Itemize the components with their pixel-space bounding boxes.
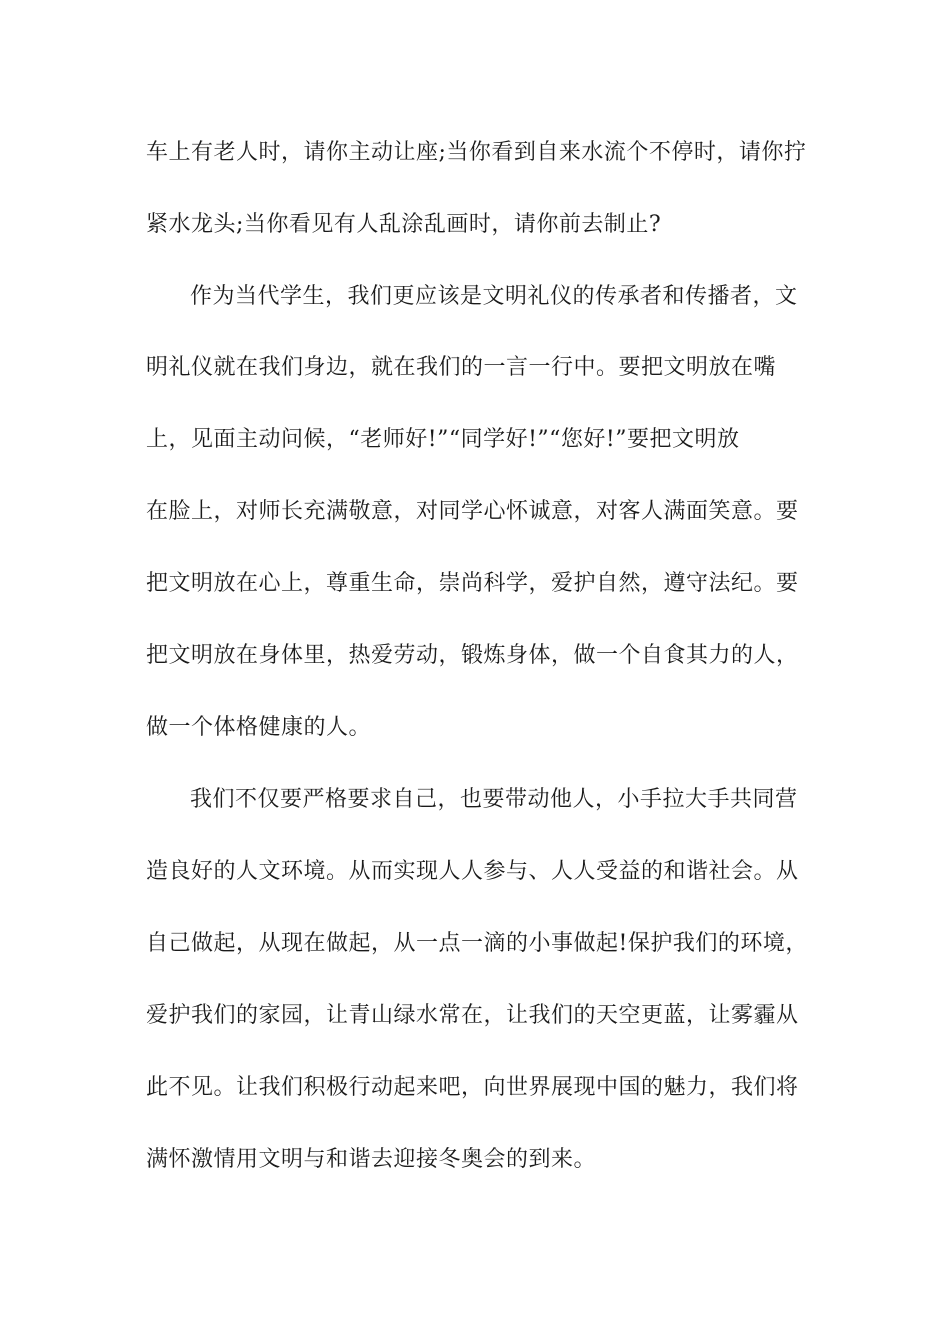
text-line: 上，见面主动问候，“老师好!”“同学好!”“您好!”要把文明放: [146, 427, 740, 452]
text-line: 紧水龙头;当你看见有人乱涂乱画时，请你前去制止?: [146, 212, 662, 237]
text-line: 把文明放在心上，尊重生命，崇尚科学，爱护自然，遵守法纪。要: [146, 571, 799, 596]
text-line: 自己做起，从现在做起，从一点一滴的小事做起!保护我们的环境，: [146, 931, 808, 956]
text-line: 爱护我们的家园，让青山绿水常在，让我们的天空更蓝，让雾霾从: [146, 1003, 799, 1028]
text-line: 明礼仪就在我们身边，就在我们的一言一行中。要把文明放在嘴: [146, 355, 777, 380]
text-line: 把文明放在身体里，热爱劳动，锻炼身体，做一个自食其力的人，: [146, 643, 799, 668]
text-line: 满怀激情用文明与和谐去迎接冬奥会的到来。: [146, 1147, 597, 1172]
text-line: 造良好的人文环境。从而实现人人参与、人人受益的和谐社会。从: [146, 859, 799, 884]
text-line: 在脸上，对师长充满敬意，对同学心怀诚意，对客人满面笑意。要: [146, 499, 799, 524]
paragraph-first-line: 我们不仅要严格要求自己，也要带动他人，小手拉大手共同营: [190, 787, 798, 812]
paragraph-first-line: 作为当代学生，我们更应该是文明礼仪的传承者和传播者，文: [190, 284, 798, 309]
text-line: 车上有老人时，请你主动让座;当你看到自来水流个不停时，请你拧: [146, 140, 807, 165]
text-line: 做一个体格健康的人。: [146, 715, 372, 740]
text-line: 此不见。让我们积极行动起来吧，向世界展现中国的魅力，我们将: [146, 1075, 799, 1100]
